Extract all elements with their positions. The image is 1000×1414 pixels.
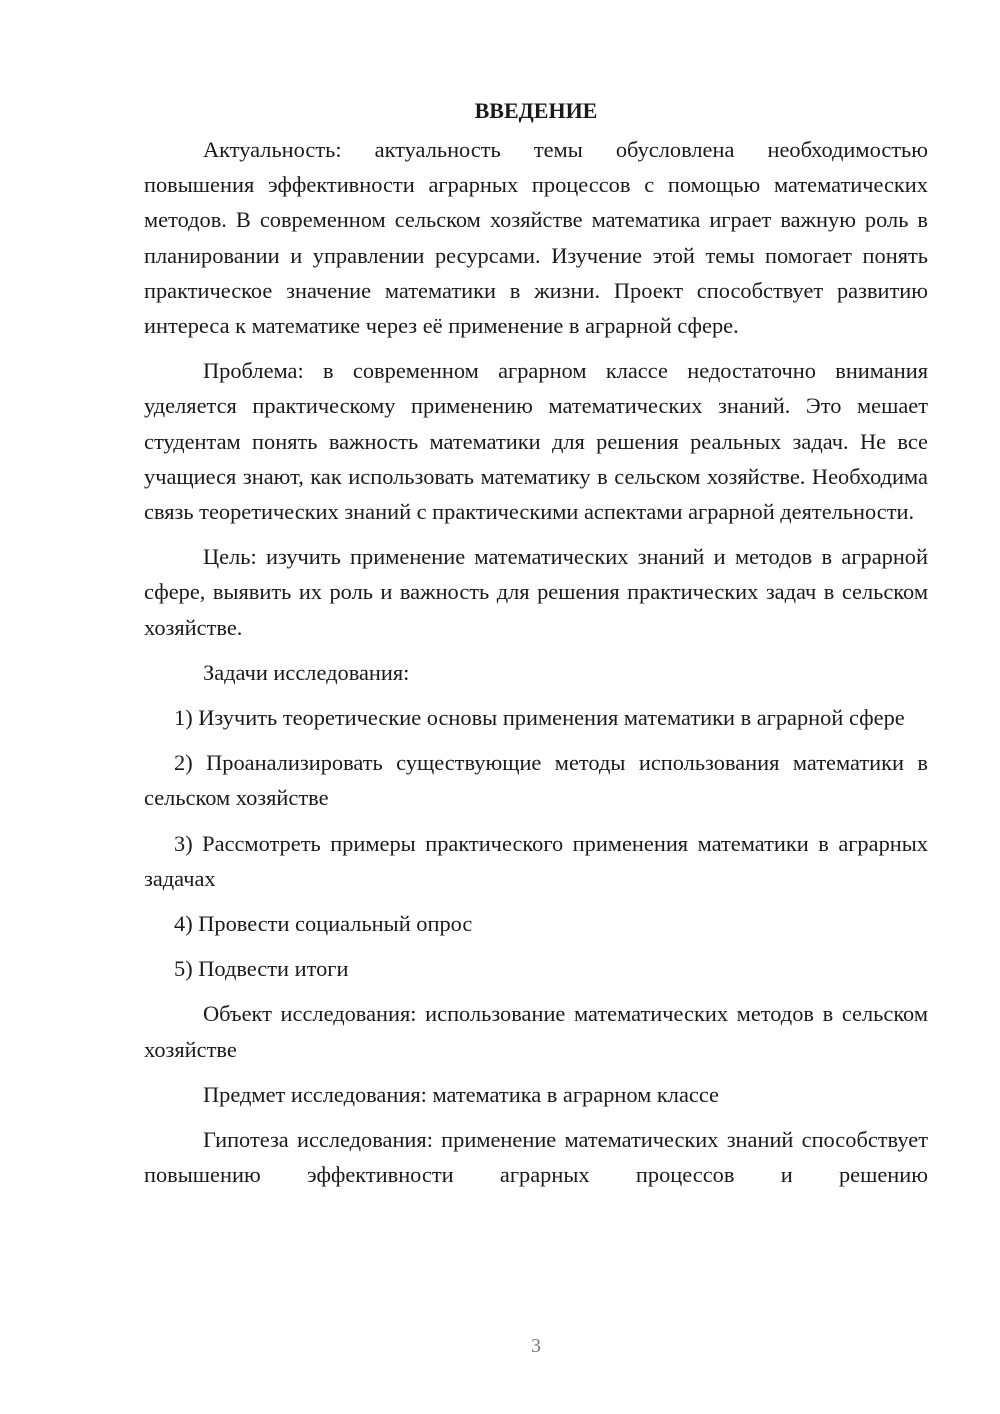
task-item-4: 4) Провести социальный опрос — [174, 911, 473, 937]
task-item-2: 2) Проанализировать существующие методы использования математики в сельском хозяйстве — [144, 750, 928, 811]
relevance-paragraph: Актуальность: актуальность темы обусловлена необходимостью повышения эффективности аграрных процессов с помощью математических методов. В современном сельском хозяйстве математика играет важную роль в планировании и управлении ресурсами. Изучение этой темы помогает понять практическое значение математики в жизни. Проект способствует развитию интереса к математике через её применение в аграрной сфере. — [144, 137, 928, 339]
task-item-5: 5) Подвести итоги — [174, 956, 349, 982]
page-number: 3 — [531, 1335, 541, 1357]
subject-paragraph: Предмет исследования: математика в аграрном классе — [203, 1081, 719, 1107]
task-item-3: 3) Рассмотреть примеры практического применения математики в аграрных задачах — [144, 830, 928, 891]
page-title: ВВЕДЕНИЕ — [474, 98, 598, 123]
tasks-heading: Задачи исследования: — [203, 659, 410, 685]
goal-paragraph: Цель: изучить применение математических знаний и методов в аграрной сфере, выявить их роль и важность для решения практических задач в сельском хозяйстве. — [144, 544, 928, 640]
document-page — [144, 94, 928, 1192]
problem-paragraph: Проблема: в современном аграрном классе недостаточно внимания уделяется практическому применению математических знаний. Это мешает студентам понять важность математики для решения реальных задач. Не все учащиеся знают, как использовать математику в сельском хозяйстве. Необходима связь теоретических знаний с практическими аспектами аграрной деятельности. — [144, 358, 928, 525]
hypothesis-paragraph: Гипотеза исследования: применение математических знаний способствует повышению эффективности аграрных процессов и решению — [144, 1127, 928, 1188]
object-paragraph: Объект исследования: использование математических методов в сельском хозяйстве — [144, 1001, 928, 1062]
task-item-1: 1) Изучить теоретические основы применения математики в аграрной сфере — [174, 705, 905, 731]
